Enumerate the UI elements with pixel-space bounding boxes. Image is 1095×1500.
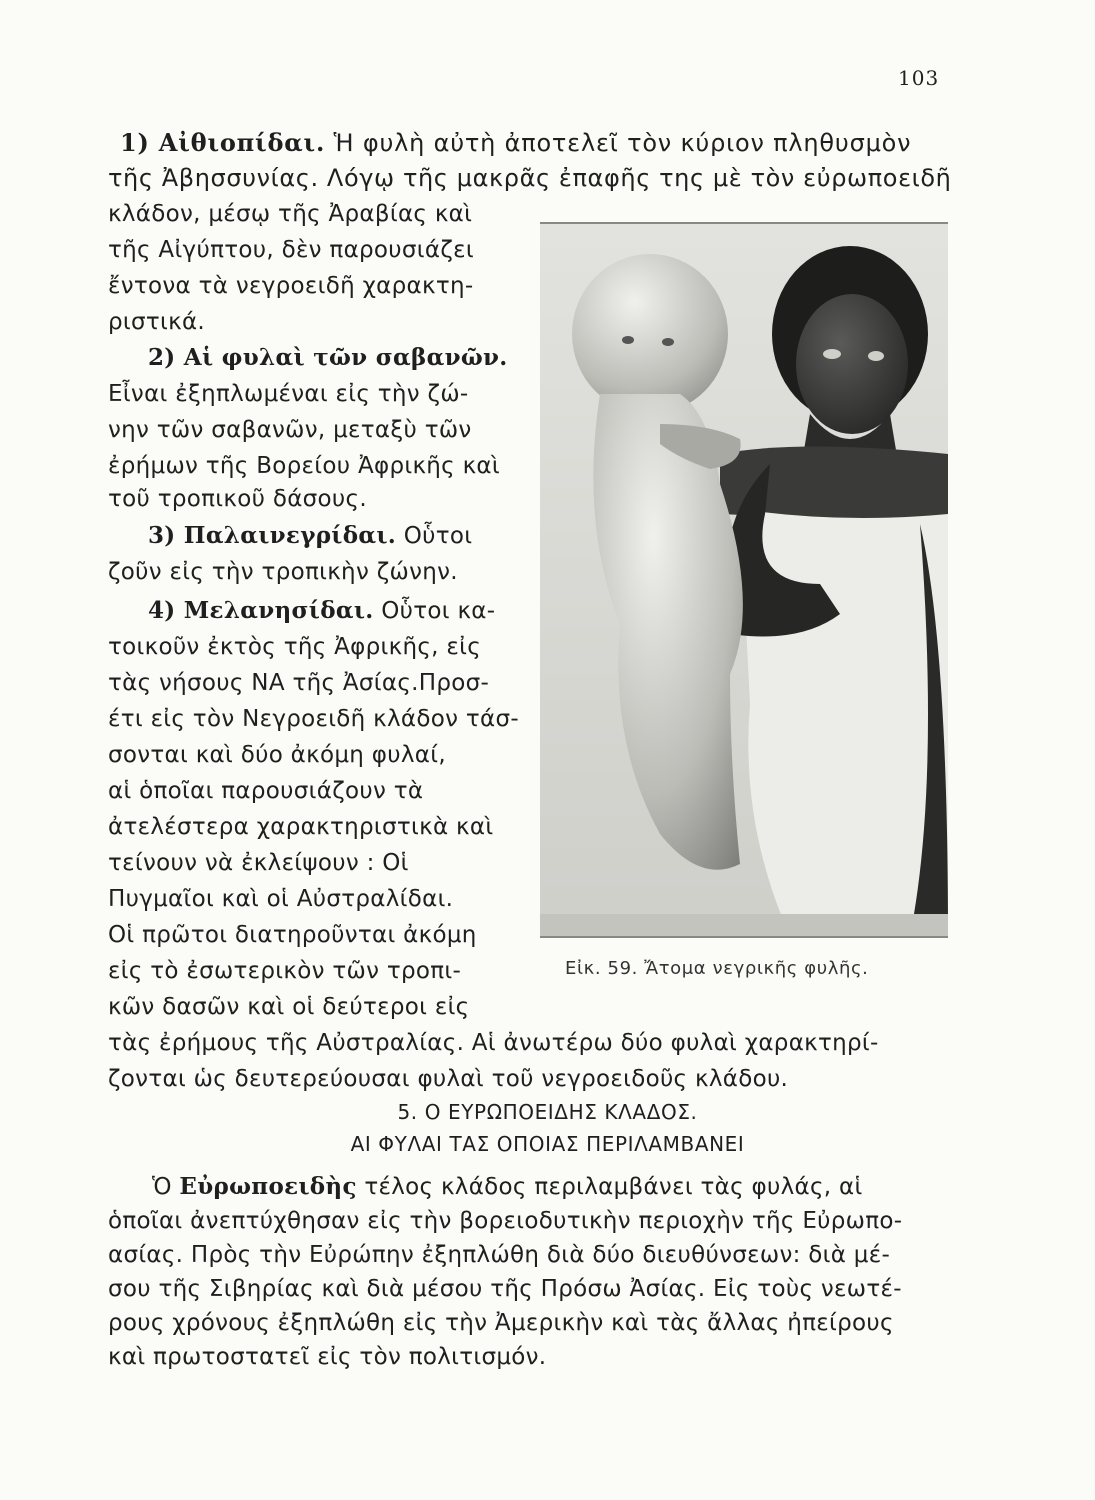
text-line: ρους χρόνους ἐξηπλώθη εἰς τὴν Ἀμερικὴν καὶ τὰς ἄλλας ἠπείρους	[108, 1310, 894, 1336]
subheading-melanesidai: 4) Μελανησίδαι.	[148, 597, 374, 624]
text-line: ἔντονα τὰ νεγροειδῆ χαρακτη-	[108, 273, 474, 299]
text-line: τὰς ἐρήμους τῆς Αὐστραλίας. Αἱ ἀνωτέρω δύο φυλαὶ χαρακτηρί-	[108, 1030, 879, 1056]
text-line: ὁποῖαι ἀνεπτύχθησαν εἰς τὴν βορειοδυτικὴν περιοχὴν τῆς Εὐρωπο-	[108, 1208, 903, 1234]
text-line: Ὁ Εὐρωποειδὴς τέλος κλάδος περιλαμβάνει τὰς φυλάς, αἱ	[152, 1173, 863, 1200]
text-line: κλάδον, μέσῳ τῆς Ἀραβίας καὶ	[108, 201, 473, 227]
text-line: εἰς τὸ ἐσωτερικὸν τῶν τροπι-	[108, 958, 462, 984]
text-line: καὶ πρωτοστατεῖ εἰς τὸν πολιτισμόν.	[108, 1344, 547, 1370]
text-line: ἀτελέστερα χαρακτηριστικὰ καὶ	[108, 814, 494, 840]
text-line: ασίας. Πρὸς τὴν Εὐρώπην ἐξηπλώθη διὰ δύο διευθύνσεων: διὰ μέ-	[108, 1242, 891, 1268]
text-line: 3) Παλαινεγρίδαι. Οὗτοι	[148, 522, 473, 549]
text-line: ριστικά.	[108, 309, 206, 335]
text-line	[148, 343, 508, 373]
text-line: 4) Μελανησίδαι. Οὗτοι κα-	[148, 597, 496, 624]
figure-caption: Εἰκ. 59. Ἄτομα νεγρικῆς φυλῆς.	[565, 958, 869, 979]
subheading-palainegridai: 3) Παλαινεγρίδαι.	[148, 522, 397, 549]
text-line: τοῦ τροπικοῦ δάσους.	[108, 486, 367, 512]
text-line: τὰς νήσους ΝΑ τῆς Ἀσίας.Προσ-	[108, 670, 490, 696]
text-line: Οἱ πρῶτοι διατηροῦνται ἀκόμη	[108, 922, 477, 948]
page-number: 103	[898, 66, 940, 90]
text-line: κῶν δασῶν καὶ οἱ δεύτεροι εἰς	[108, 994, 470, 1020]
text-line: σονται καὶ δύο ἀκόμη φυλαί,	[108, 742, 446, 768]
text-line: τῆς Αἰγύπτου, δὲν παρουσιάζει	[108, 237, 474, 263]
text-line: τῆς Ἀβησσυνίας. Λόγῳ τῆς μακρᾶς ἐπαφῆς της μὲ τὸν εὐρωποειδῆ	[108, 164, 952, 192]
text-line: ζονται ὡς δευτερεύουσαι φυλαὶ τοῦ νεγροειδοῦς κλάδου.	[108, 1066, 789, 1092]
text-line: σου τῆς Σιβηρίας καὶ διὰ μέσου τῆς Πρόσω Ἀσίας. Εἰς τοὺς νεωτέ-	[108, 1276, 902, 1302]
text-line: αἱ ὁποῖαι παρουσιάζουν τὰ	[108, 778, 424, 804]
text-line: τοικοῦν ἐκτὸς τῆς Ἀφρικῆς, εἰς	[108, 634, 482, 660]
section-heading-line1: 5. Ο ΕΥΡΩΠΟΕΙΔΗΣ ΚΛΑΔΟΣ.	[397, 1100, 698, 1124]
text-line: Πυγμαῖοι καὶ οἱ Αὐστραλίδαι.	[108, 886, 454, 912]
photo-woman-and-child	[540, 222, 948, 938]
section-heading-line2: ΑΙ ΦΥΛΑΙ ΤΑΣ ΟΠΟΙΑΣ ΠΕΡΙΛΑΜΒΑΝΕΙ	[350, 1132, 745, 1156]
text-line: 1) Αἰθιοπίδαι. Ἡ φυλὴ αὐτὴ ἀποτελεῖ τὸν κύριον πληθυσμὸν	[120, 128, 912, 157]
text-line: έτι εἰς τὸν Νεγροειδῆ κλάδον τάσ-	[108, 706, 519, 732]
text-line: Εἶναι ἐξηπλωμέναι εἰς τὴν ζώ-	[108, 381, 469, 407]
text-line: ἐρήμων τῆς Βορείου Ἀφρικῆς καὶ	[108, 453, 500, 479]
term-europoeides: Εὐρωποειδὴς	[179, 1173, 357, 1200]
subheading-savanna: 2) Αἱ φυλαὶ τῶν σαβανῶν.	[148, 344, 508, 371]
text-line: τείνουν νὰ ἐκλείψουν : Οἱ	[108, 850, 409, 876]
subheading-aithiopidai: 1) Αἰθιοπίδαι.	[120, 128, 326, 157]
text-line: νην τῶν σαβανῶν, μεταξὺ τῶν	[108, 417, 472, 443]
photo-illustration	[540, 224, 948, 936]
text-line: ζοῦν εἰς τὴν τροπικὴν ζώνην.	[108, 559, 458, 585]
